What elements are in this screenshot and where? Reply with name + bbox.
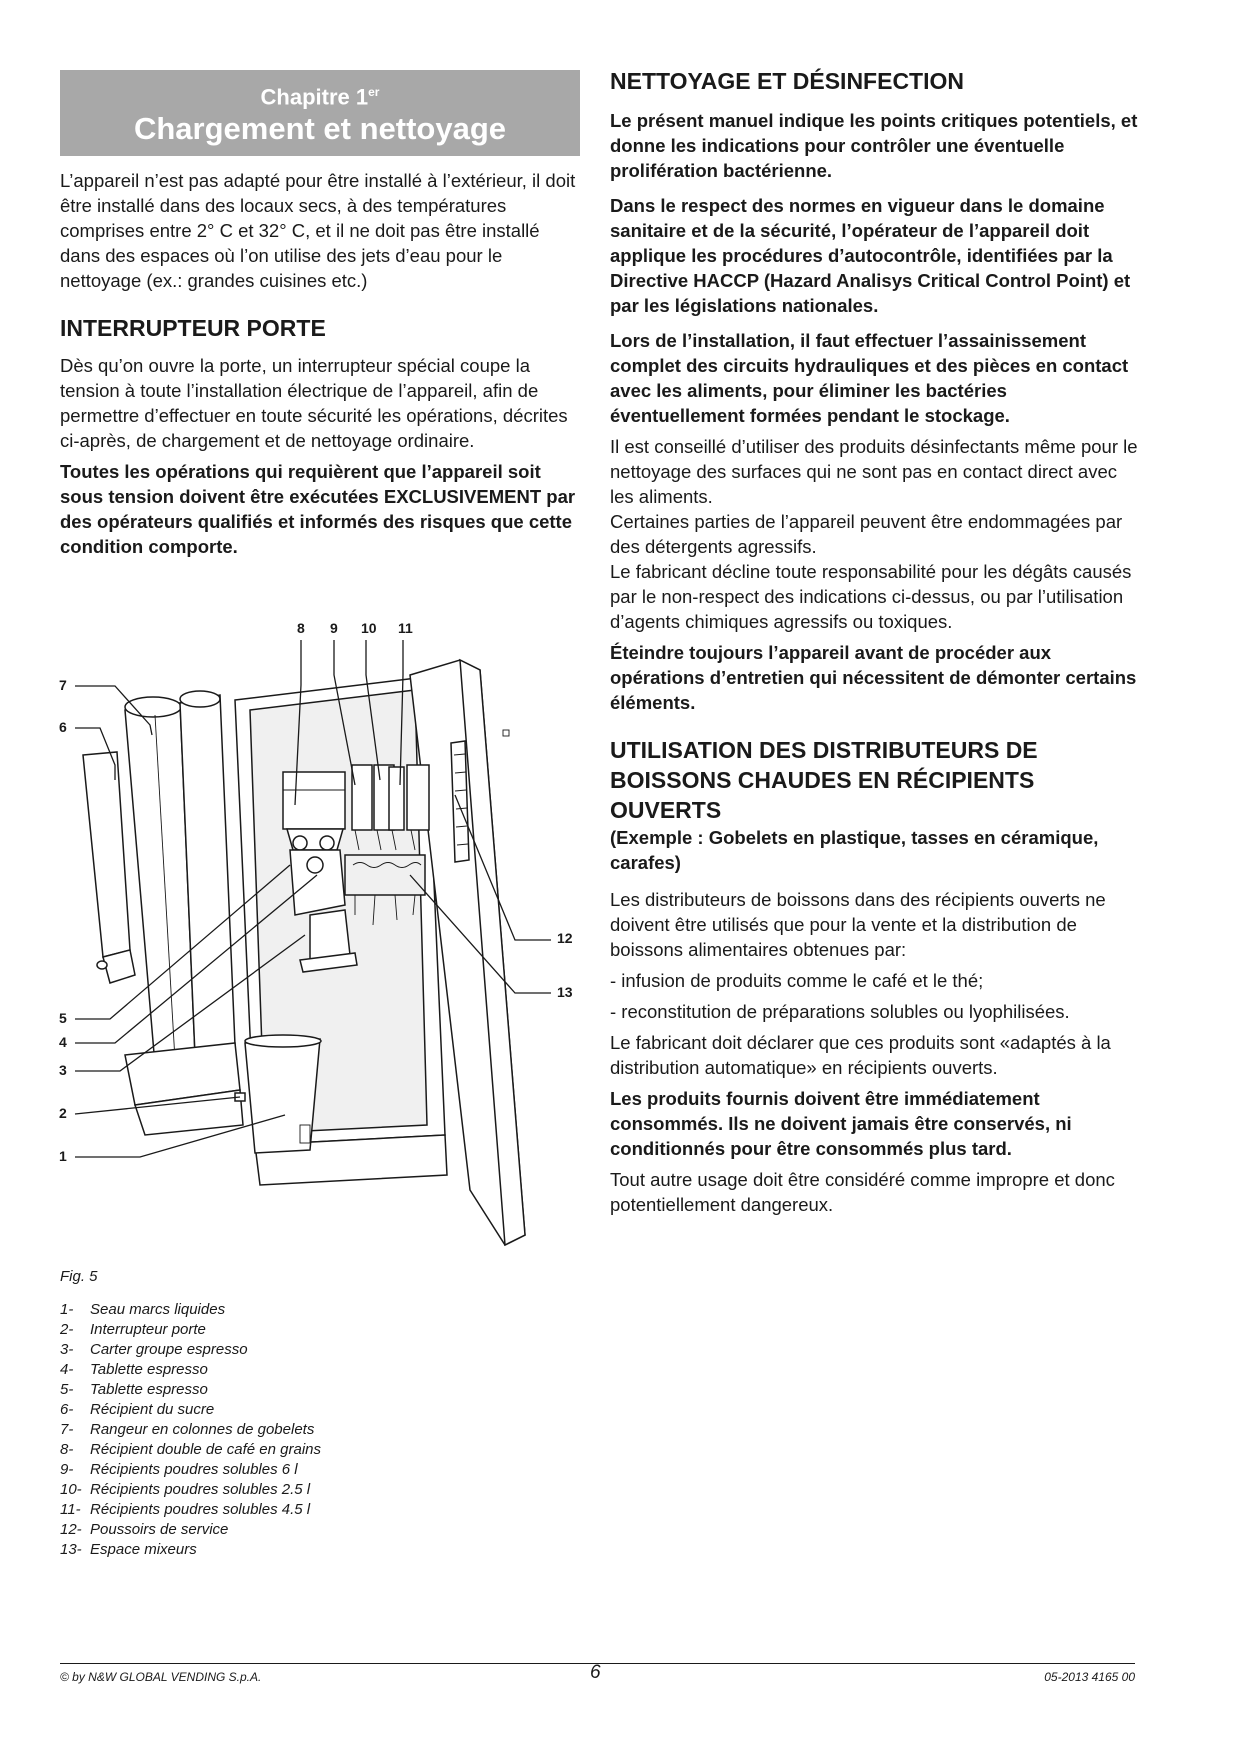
legend-text: Interrupteur porte bbox=[90, 1321, 206, 1338]
legend-number: 9- bbox=[60, 1461, 74, 1478]
figure-caption: Fig. 5 bbox=[60, 1268, 98, 1285]
legend-text: Tablette espresso bbox=[90, 1381, 208, 1398]
legend-item bbox=[60, 1540, 420, 1560]
right-column bbox=[610, 66, 1140, 1217]
cleaning-paragraph-3: Lors de l’installation, il faut effectuer l’assainissement complet des circuits hydrauliques et des pièces en contact avec les aliments, pour éliminer les bactéries éventuellement formées pendant le stockage. bbox=[610, 330, 1129, 426]
cleaning-paragraph-4b: Certaines parties de l’appareil peuvent être endommagées par des détergents agressifs. bbox=[610, 511, 1123, 557]
legend-item bbox=[60, 1300, 420, 1320]
label-12: 12 bbox=[557, 930, 573, 946]
label-13: 13 bbox=[557, 984, 573, 1000]
footer-copyright: © by N&W GLOBAL VENDING S.p.A. bbox=[60, 1670, 262, 1684]
label-4: 4 bbox=[59, 1034, 67, 1050]
label-10: 10 bbox=[361, 620, 377, 636]
legend-item bbox=[60, 1340, 420, 1360]
cleaning-warning: Éteindre toujours l’appareil avant de procéder aux opérations d’entretien qui nécessitent de démonter certains éléments. bbox=[610, 642, 1137, 713]
legend-text: Récipients poudres solubles 6 l bbox=[90, 1461, 298, 1478]
open-containers-list-item-2: - reconstitution de préparations solubles ou lyophilisées. bbox=[610, 1001, 1070, 1022]
label-8: 8 bbox=[297, 620, 305, 636]
legend-item bbox=[60, 1360, 420, 1380]
figure-legend bbox=[60, 1300, 420, 1560]
legend-number: 5- bbox=[60, 1381, 74, 1398]
label-3: 3 bbox=[59, 1062, 67, 1078]
legend-text: Rangeur en colonnes de gobelets bbox=[90, 1421, 315, 1438]
legend-text: Récipients poudres solubles 2.5 l bbox=[90, 1481, 311, 1498]
legend-text: Récipient double de café en grains bbox=[90, 1441, 321, 1458]
chapter-number bbox=[68, 79, 572, 110]
legend-text: Tablette espresso bbox=[90, 1361, 208, 1378]
document-code: 05-2013 4165 00 bbox=[1044, 1670, 1135, 1684]
label-6: 6 bbox=[59, 719, 67, 735]
section-title-cleaning: NETTOYAGE ET DÉSINFECTION bbox=[610, 68, 964, 94]
chapter-title: Chargement et nettoyage bbox=[133, 111, 507, 147]
soluble-container-2-5l-b bbox=[389, 767, 404, 830]
legend-text: Carter groupe espresso bbox=[90, 1341, 248, 1358]
legend-number: 2- bbox=[60, 1321, 74, 1338]
legend-number: 1- bbox=[60, 1301, 74, 1318]
figure-5 bbox=[55, 615, 575, 1265]
label-7: 7 bbox=[59, 677, 67, 693]
cleaning-paragraph-1: Le présent manuel indique les points critiques potentiels, et donne les indications pour contrôler une éventuelle prolifération bactérienne. bbox=[610, 110, 1138, 181]
legend-text: Récipients poudres solubles 4.5 l bbox=[90, 1501, 311, 1518]
door-switch-warning: Toutes les opérations qui requièrent que l’appareil soit sous tension doivent être exécutées EXCLUSIVEMENT par des opérateurs qualifiés et informés des risques que cette condition comporte. bbox=[60, 461, 576, 558]
page-number: 6 bbox=[590, 1662, 601, 1683]
label-1: 1 bbox=[59, 1148, 67, 1164]
open-containers-warning: Les produits fournis doivent être immédiatement consommés. Ils ne doivent jamais être conservés, ni conditionnés pour être consommés plus tard. bbox=[610, 1088, 1072, 1159]
mixer-space bbox=[345, 855, 425, 895]
door-lock-icon bbox=[503, 730, 509, 736]
section-title-door-switch: INTERRUPTEUR PORTE bbox=[60, 315, 326, 342]
label-11: 11 bbox=[398, 620, 413, 636]
soluble-container-4-5l bbox=[407, 765, 429, 830]
coffee-bean-container bbox=[283, 772, 345, 829]
door-switch-paragraph: Dès qu’on ouvre la porte, un interrupteur spécial coupe la tension à toute l’installation électrique de l’appareil, afin de permettre d’effectuer en toute sécurité les opérations, décrites ci-après, de chargement et de nettoyage ordinaire. bbox=[60, 355, 568, 452]
sugar-container bbox=[83, 752, 130, 957]
cleaning-paragraph-4a: Il est conseillé d’utiliser des produits désinfectants même pour le nettoyage des surfaces qui ne sont pas en contact direct avec les aliments. bbox=[610, 436, 1138, 507]
soluble-container-6l bbox=[352, 765, 372, 830]
legend-number: 13- bbox=[60, 1541, 82, 1558]
left-column bbox=[60, 70, 580, 559]
legend-text: Poussoirs de service bbox=[90, 1521, 229, 1538]
legend-item bbox=[60, 1480, 420, 1500]
vending-machine-diagram bbox=[55, 615, 575, 1265]
grinder-knob-right bbox=[320, 836, 334, 850]
label-5: 5 bbox=[59, 1010, 67, 1026]
espresso-unit bbox=[310, 910, 350, 960]
open-containers-subtitle: (Exemple : Gobelets en plastique, tasses en céramique, carafes) bbox=[610, 827, 1099, 873]
cleaning-paragraph-2: Dans le respect des normes en vigueur dans le domaine sanitaire et de la sécurité, l’opérateur de l’appareil doit applique les procédures d’autocontrôle, identifiées par la Directive HACCP (Hazard Analisys Critical Control Point) et par les législations nationales. bbox=[610, 195, 1131, 316]
legend-item bbox=[60, 1380, 420, 1400]
open-containers-paragraph-2: Le fabricant doit déclarer que ces produits sont «adaptés à la distribution automatique» en récipients ouverts. bbox=[610, 1032, 1111, 1078]
legend-number: 10- bbox=[60, 1481, 82, 1498]
legend-number: 4- bbox=[60, 1361, 74, 1378]
open-containers-list-item-1: - infusion de produits comme le café et le thé; bbox=[610, 970, 984, 991]
chapter-number-text: Chapitre 1 bbox=[260, 84, 369, 110]
legend-text: Récipient du sucre bbox=[90, 1401, 215, 1418]
bucket-rim bbox=[245, 1035, 321, 1047]
label-9: 9 bbox=[330, 620, 338, 636]
open-containers-paragraph-3: Tout autre usage doit être considéré comme impropre et donc potentiellement dangereux. bbox=[610, 1169, 1115, 1215]
chapter-header bbox=[60, 70, 580, 156]
legend-text: Seau marcs liquides bbox=[90, 1301, 226, 1318]
legend-item bbox=[60, 1400, 420, 1420]
legend-item bbox=[60, 1500, 420, 1520]
chapter-number-sup: er bbox=[368, 85, 380, 99]
legend-number: 3- bbox=[60, 1341, 74, 1358]
legend-item bbox=[60, 1440, 420, 1460]
legend-item bbox=[60, 1460, 420, 1480]
legend-item bbox=[60, 1320, 420, 1340]
legend-number: 6- bbox=[60, 1401, 74, 1418]
legend-number: 11- bbox=[60, 1501, 81, 1518]
open-containers-paragraph-1: Les distributeurs de boissons dans des récipients ouverts ne doivent être utilisés que pour la vente et la distribution de boissons alimentaires obtenues par: bbox=[610, 889, 1106, 960]
intro-paragraph: L’appareil n’est pas adapté pour être installé à l’extérieur, il doit être installé dans des locaux secs, à des températures comprises entre 2° C et 32° C, et il ne doit pas être installé dans des espaces où l’on utilise des jets d’eau pour le nettoyage (ex.: grandes cuisines etc.) bbox=[60, 170, 576, 292]
legend-number: 7- bbox=[60, 1421, 74, 1438]
legend-number: 12- bbox=[60, 1521, 82, 1538]
legend-item bbox=[60, 1520, 420, 1540]
legend-text: Espace mixeurs bbox=[90, 1541, 197, 1558]
section-title-open-containers: UTILISATION DES DISTRIBUTEURS DE BOISSONS CHAUDES EN RÉCIPIENTS OUVERTS bbox=[610, 737, 1038, 823]
liquid-grounds-bucket bbox=[245, 1039, 320, 1153]
label-2: 2 bbox=[59, 1105, 67, 1121]
legend-number: 8- bbox=[60, 1441, 74, 1458]
legend-item bbox=[60, 1420, 420, 1440]
grinder-knob-left bbox=[293, 836, 307, 850]
cleaning-paragraph-4c: Le fabricant décline toute responsabilité pour les dégâts causés par le non-respect des indications ci-dessus, ou par l’utilisation d’agents chimiques agressifs ou toxiques. bbox=[610, 561, 1132, 632]
